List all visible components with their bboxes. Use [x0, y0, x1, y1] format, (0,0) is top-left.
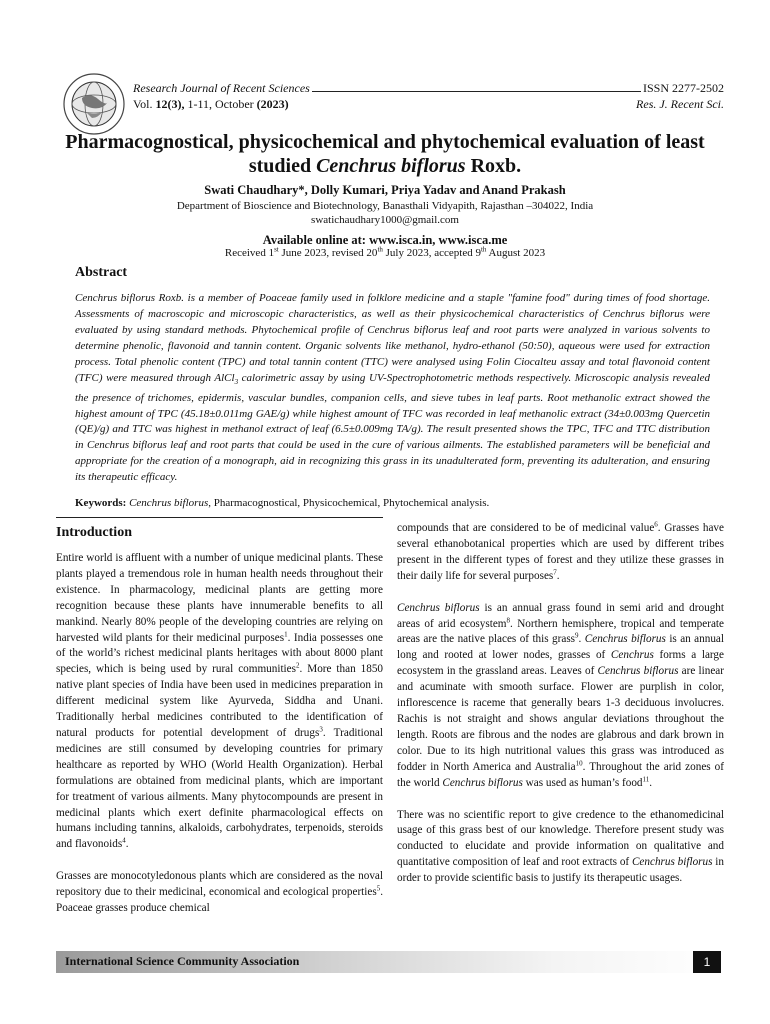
volume-line: Vol. 12(3), 1-11, October (2023) [133, 97, 289, 111]
intro-paragraph-5: There was no scientific report to give credence to the ethanomedicinal usage of this grass best of our knowledge. Therefore present study was conducted to elucidate and provide information on qualitative and quantitative composition of leaf and root extracts of Cenchrus biflorus in order to provide scientific basis to justify its therapeutic usages. [397, 808, 724, 885]
journal-name: Research Journal of Recent Sciences [133, 81, 310, 95]
journal-header [133, 80, 724, 112]
email: swatichaudhary1000@gmail.com [311, 214, 459, 226]
issn: ISSN 2277-2502 [642, 81, 724, 95]
section-rule [56, 517, 383, 518]
intro-paragraph-4: Cenchrus biflorus is an annual grass found in semi arid and drought areas of arid ecosystem$^8$. Northern hemisphere, tropical and temperate areas are the native places of this grass$^9$. Cenchrus biflorus is an annual long and rooted at lower nodes, grasses of Cenchrus forms a large ecosystem in the grassland areas. Leaves of Cenchrus biflorus are linear and acuminate with smooth surface. Flower are purplish in color, inflorescence is raceme that generally bears 1-3 deciduous involucres. Rachis is not straight and shows angular deviations throughout the length. Roots are fibrous and the nodes are glabrous and dark brown in color. Due to its high nutritional values this grass was introduced as fodder in North America and Australia$^{10}$. Throughout the arid zones of the world Cenchrus biflorus was used as human’s food$^{11}$. [397, 601, 725, 789]
affiliation: Department of Bioscience and Biotechnology, Banasthali Vidyapith, Rajasthan –304022, India swatichaudhary1000@gmail.com [40, 199, 730, 227]
abstract-heading: Abstract [75, 265, 128, 280]
journal-logo [62, 72, 126, 136]
page-number: 1 [693, 951, 721, 973]
intro-heading: Introduction [56, 525, 132, 540]
footer-organization: International Science Community Association [65, 954, 300, 968]
available-online: Available online at: www.isca.in, www.isca.me [262, 233, 508, 247]
intro-paragraph-2: Grasses are monocotyledonous plants which are considered as the noval repository due to their medicinal, economical and ecological properties$^5$. Poaceae grasses produce chemical [56, 870, 383, 915]
abstract-text: Cenchrus biflorus Roxb. is a member of Poaceae family used in folklore medicine and a staple "famine food" during times of food shortage. Assessments of macroscopic and microscopic characteristics, as well as their physicochemical characteristics of Cenchrus biflorus were evaluated by using standard methods. Phytochemical profile of Cenchrus biflorus leaf and root parts were analyzed in various solvents to determine phenolic, flavonoid and tannin content. Organic solvents like methanol, hydro-ethanol (50:50), aqueous were used for extraction process. Total phenolic content (TPC) and total tannin content (TTC) were analysed using Folin Ciocalteu assay and total flavonoid content (TFC) were measured through AlCl$_3$ calorimetric assay by using UV-Spectrophotometric methods respectively. Microscopic analysis revealed the presence of trichomes, epidermis, vascular bundles, companion cells, and sieve tubes in leaf parts. Root methanolic extract showed the highest amount of TPC (45.18±0.011mg GAE/g) while highest amount of TFC was recorded in leaf methanolic extract (34±0.003mg Quercetin (QE)/g) and TTC was highest in methanol extract of leaf (6.5±0.009mg TA/g). The result presented shows the TPC, TFC and TTC distribution in Cenchrus biflorus leaf and root parts that could be used in the cure of various ailments. The established parameters will be beneficial and appropriate for the creation of a monograph, aid in recognizing this grass in its unadulterated form, preventing its adulteration, and ensuring its therapeutic efficacy. [75, 292, 710, 484]
paper-title: Pharmacognostical, physicochemical and phytochemical evaluation of least studied Cenchrus biflorus Roxb. [65, 131, 705, 177]
journal-abbrev: Res. J. Recent Sci. [636, 97, 724, 111]
left-column [56, 524, 383, 933]
received-dates: Received 1st June 2023, revised 20th July 2023, accepted 9th August 2023 [224, 245, 546, 259]
right-column [397, 521, 724, 903]
authors: Swati Chaudhary*, Dolly Kumari, Priya Yadav and Anand Prakash [204, 183, 566, 197]
intro-paragraph-3: compounds that are considered to be of medicinal value$^6$. Grasses have several ethanobotanical properties which are used by different tribes present in the different types of forest and they utilize these grasses in their daily life for several purposes$^7$. [397, 520, 724, 582]
keywords: Keywords: Cenchrus biflorus, Pharmacognostical, Physicochemical, Phytochemical analysis. [75, 497, 490, 509]
intro-paragraph-1: Entire world is affluent with a number of unique medicinal plants. These plants played a tremendous role in human health needs throughout their existence. In pharmacology, medicinal plants are getting more recognition because these plants have innumerable benefits to all mankind. Nearly 80% people of the developing countries are relying on harvested wild plants for their medicinal purposes$^1$. India possesses one of the world’s richest medicinal plants heritages with about 8000 plant species, which is being used by rural communities$^2$. More than 1850 native plant species of India have been used in medicines preparation in different medicinal system like Ayurveda, Siddha and Unani. Traditionally herbal medicines contributed to the identification of natural products for potential development of drugs$^3$. Traditional medicines are still consumed by developing countries for primary healthcare as reported by WHO (World Health Organization). Herbal formulations are obtained from medicinal plants, which are important for treatment of various ailments. Many phytocompounds are present in medicinal plants which exert definite pharmacological effects on humans including tannins, alkaloids, carbohydrates, terpenoids, steroids and flavonoids$^4$. [56, 552, 384, 851]
